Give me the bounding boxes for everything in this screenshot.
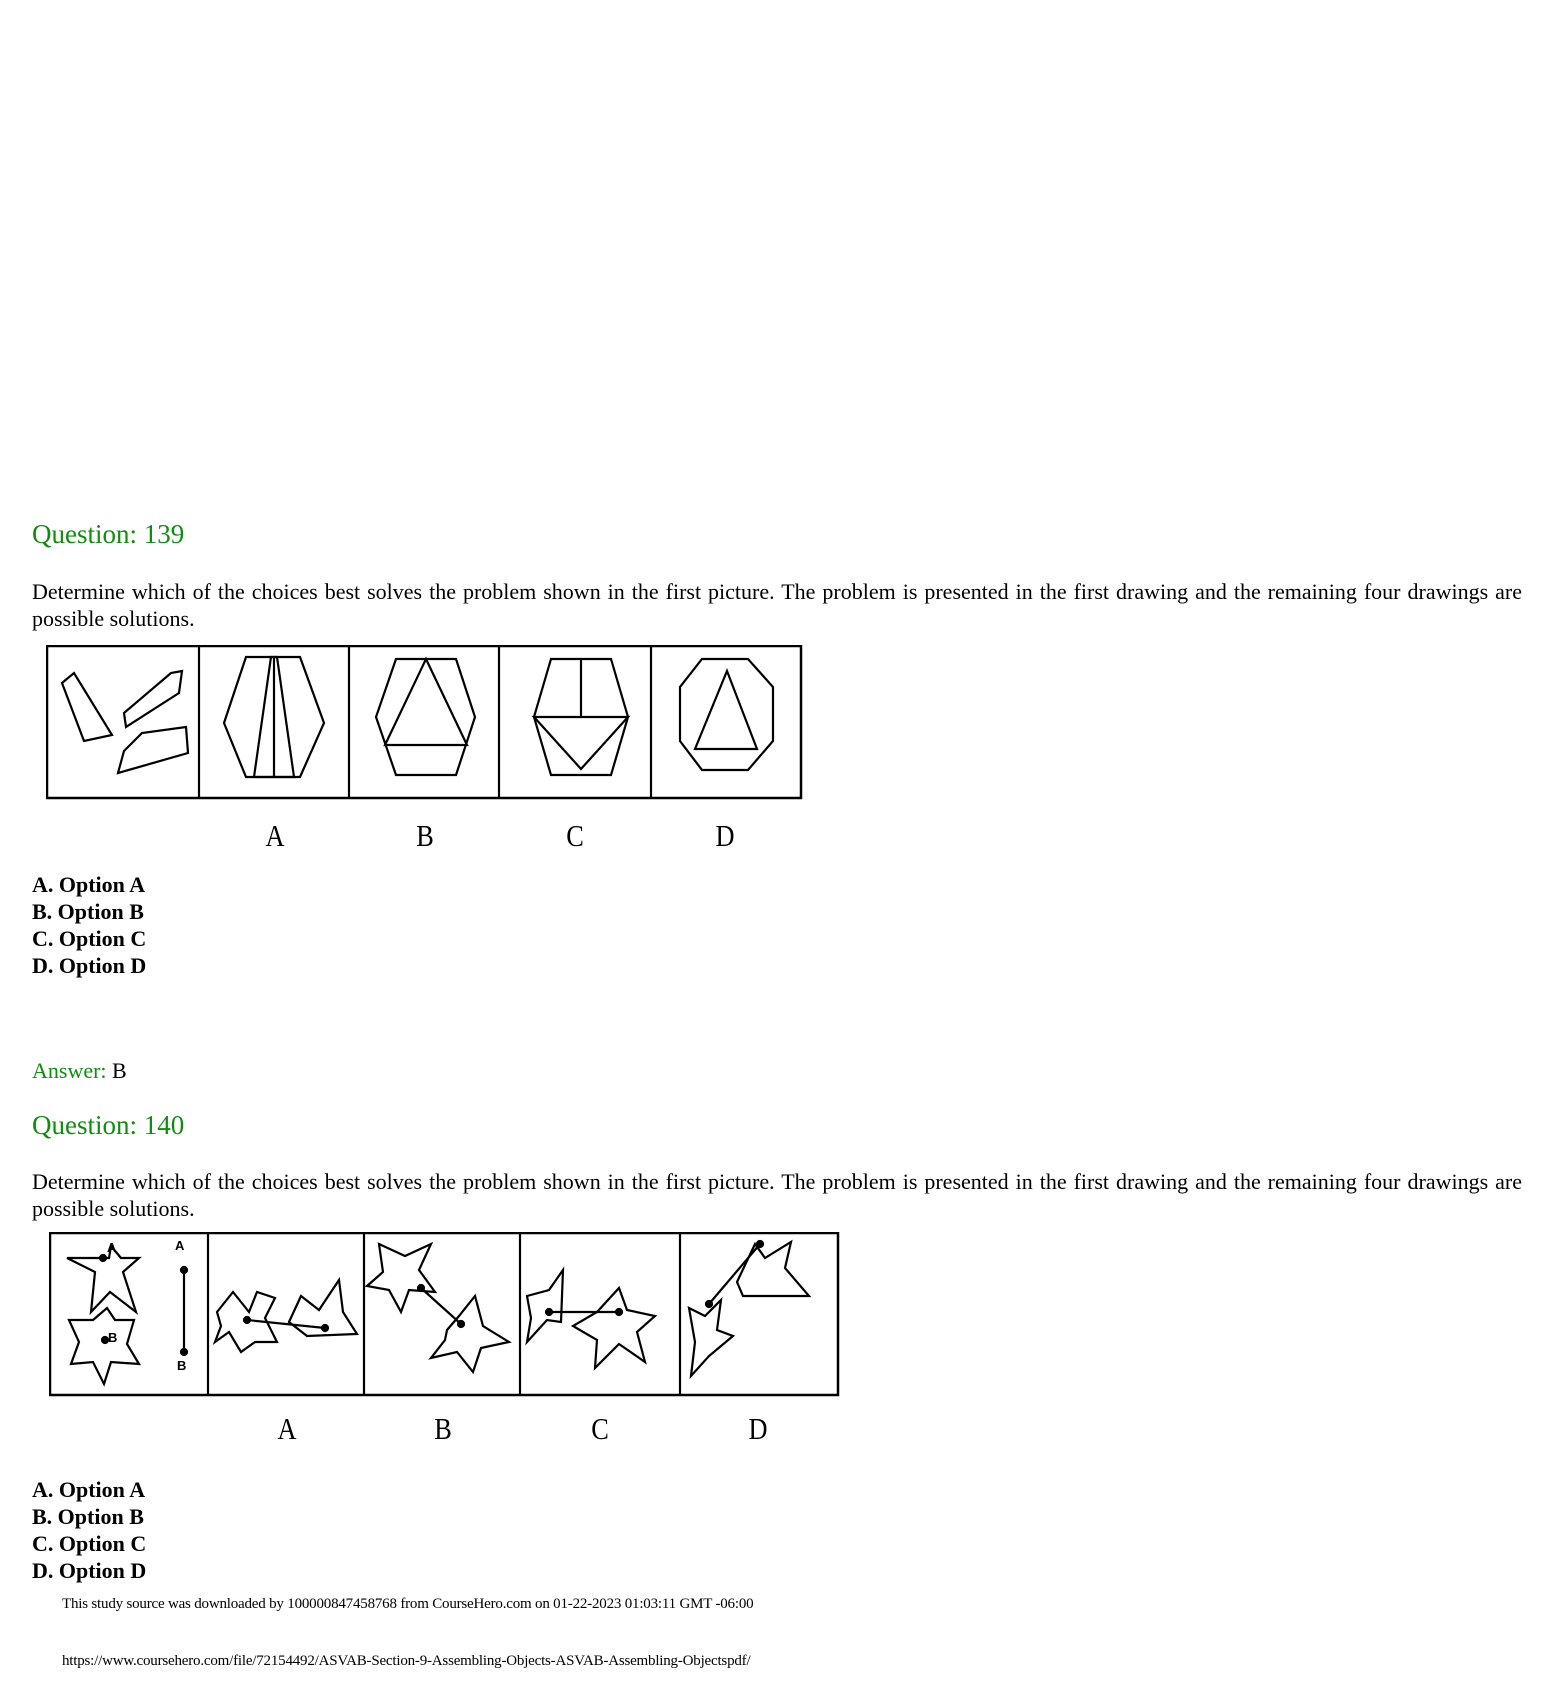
figure-letter-a: A: [265, 818, 285, 853]
point-label-a-star: A: [107, 1240, 117, 1255]
question-140-title: Question: 140: [32, 1110, 185, 1140]
answer-label: Answer:: [32, 1058, 107, 1083]
question-139-figure: [46, 645, 803, 805]
source-url-link[interactable]: https://www.coursehero.com/file/72154492/ASVAB-Section-9-Assembling-Objects-ASVAB-Assembling-Objectspdf/: [62, 1653, 751, 1669]
figure-letter-a: A: [277, 1411, 297, 1446]
option-c[interactable]: C. Option C: [32, 926, 147, 951]
option-d[interactable]: D. Option D: [32, 1558, 147, 1583]
problem-pieces: [62, 671, 188, 773]
question-140-options: [32, 1476, 146, 1584]
choice-a-shape: [215, 1280, 357, 1352]
figure-letter-d: D: [748, 1411, 768, 1446]
option-a[interactable]: A. Option A: [32, 1477, 146, 1502]
point-label-b: B: [177, 1358, 187, 1373]
choice-b-shape: [367, 1244, 509, 1372]
figure-letter-b: B: [434, 1411, 452, 1446]
choice-d-shape: [689, 1241, 809, 1376]
choice-c-shape: [527, 1270, 655, 1368]
option-b[interactable]: B. Option B: [32, 1504, 144, 1529]
figure-letter-d: D: [715, 818, 735, 853]
figure-letter-c: C: [566, 818, 584, 853]
point-label-a: A: [175, 1238, 185, 1253]
option-c[interactable]: C. Option C: [32, 1531, 147, 1556]
question-139-title: Question: 139: [32, 519, 185, 549]
answer-value: B: [112, 1058, 127, 1083]
figure-letter-b: B: [416, 818, 434, 853]
choice-b-shape: [376, 659, 475, 775]
choice-a-shape: [224, 657, 324, 777]
option-a[interactable]: A. Option A: [32, 872, 146, 897]
choice-c-shape: [534, 659, 628, 775]
point-label-b-star: B: [108, 1330, 118, 1345]
download-notice: This study source was downloaded by 100000847458768 from CourseHero.com on 01-22-2023 01:03:11 GMT -06:00: [62, 1596, 754, 1612]
question-140-figure: [49, 1232, 840, 1398]
problem-pieces: [67, 1246, 187, 1384]
option-b[interactable]: B. Option B: [32, 899, 144, 924]
choice-d-shape: [680, 659, 773, 770]
question-139-answer: [32, 1058, 127, 1084]
question-139-options: [32, 871, 146, 979]
question-140-instructions: Determine which of the choices best solves the problem shown in the first picture. The problem is presented in the first drawing and the remaining four drawings are possible solutions.: [32, 1169, 1522, 1221]
option-d[interactable]: D. Option D: [32, 953, 147, 978]
question-139-instructions: Determine which of the choices best solves the problem shown in the first picture. The problem is presented in the first drawing and the remaining four drawings are possible solutions.: [32, 579, 1522, 631]
figure-letter-c: C: [591, 1411, 609, 1446]
